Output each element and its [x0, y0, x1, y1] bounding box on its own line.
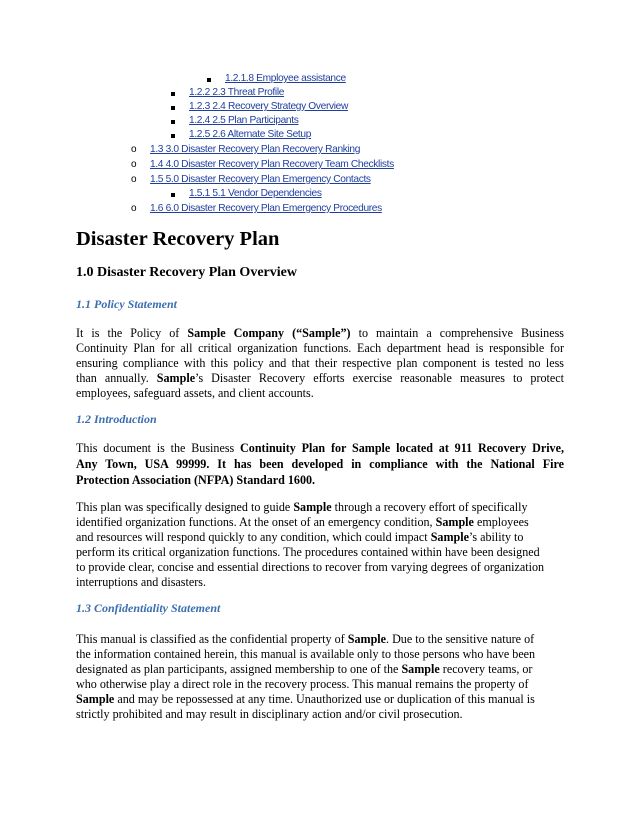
circle-bullet-icon: o	[131, 159, 137, 170]
toc-item[interactable]	[189, 86, 284, 100]
paragraph-line: interruptions and disasters.	[76, 575, 206, 589]
circle-bullet-icon: o	[131, 144, 137, 155]
toc-link[interactable]: 1.5 5.0 Disaster Recovery Plan Emergency Contacts	[150, 174, 371, 185]
paragraph-line: perform its critical organization functions. The procedures contained within have been designed	[76, 545, 540, 559]
paragraph-line: who otherwise play a direct role in the recovery process. This manual remains the property of	[76, 677, 529, 691]
paragraph-line: This manual is classified as the confidential property of Sample. Due to the sensitive nature of	[76, 632, 535, 646]
confidentiality-heading: 1.3 Confidentiality Statement	[76, 601, 221, 615]
toc-link[interactable]: 1.2.1.8 Employee assistance	[225, 73, 346, 84]
paragraph-line: identified organization functions. At the onset of an emergency condition, Sample employees	[76, 515, 529, 529]
toc-link[interactable]: 1.3 3.0 Disaster Recovery Plan Recovery Ranking	[150, 144, 361, 155]
introduction-heading: 1.2 Introduction	[76, 412, 157, 426]
paragraph-line: This plan was specifically designed to guide Sample through a recovery effort of specifically	[76, 500, 528, 514]
paragraph-line: Protection Association (NFPA) Standard 1600.	[76, 473, 316, 487]
paragraph-line: the information contained herein, this manual is available only to those persons who have been	[76, 647, 536, 661]
toc-link[interactable]: 1.2.2 2.3 Threat Profile	[189, 87, 285, 98]
toc-link[interactable]: 1.5.1 5.1 Vendor Dependencies	[189, 188, 322, 199]
toc-item[interactable]	[150, 202, 382, 216]
toc-item[interactable]	[189, 187, 322, 201]
section-title: 1.0 Disaster Recovery Plan Overview	[76, 265, 297, 280]
toc-item[interactable]	[189, 114, 298, 128]
policy-heading: 1.1 Policy Statement	[76, 297, 177, 311]
toc-link[interactable]: 1.2.4 2.5 Plan Participants	[189, 115, 299, 126]
square-bullet-icon	[171, 106, 175, 110]
circle-bullet-icon: o	[131, 203, 137, 214]
introduction-paragraph-2	[76, 500, 548, 590]
toc-item[interactable]	[150, 143, 360, 157]
paragraph-line: to provide clear, concise and essential directions to recover from varying degrees of organization	[76, 560, 545, 574]
square-bullet-icon	[171, 134, 175, 138]
introduction-paragraph-1	[76, 440, 564, 488]
square-bullet-icon	[171, 120, 175, 124]
paragraph-line: This document is the Business Continuity Plan for Sample located at 911 Recovery Drive,	[76, 441, 564, 455]
confidentiality-paragraph	[76, 632, 550, 722]
square-bullet-icon	[171, 92, 175, 96]
paragraph-line: strictly prohibited and may result in disciplinary action and/or civil prosecution.	[76, 707, 463, 721]
toc-item[interactable]	[225, 72, 386, 86]
paragraph-line: Sample and may be repossessed at any time. Unauthorized use or duplication of this manual is	[76, 692, 535, 706]
toc-item[interactable]	[189, 128, 311, 142]
paragraph-line: designated as plan participants, assigned membership to one of the Sample recovery teams, or	[76, 662, 533, 676]
circle-bullet-icon: o	[131, 174, 137, 185]
toc-item[interactable]	[189, 100, 348, 114]
paragraph-line: It is the Policy of Sample Company (“Sample”) to maintain a comprehensive Business	[76, 326, 564, 340]
square-bullet-icon	[207, 78, 211, 82]
paragraph-line: than annually. Sample’s Disaster Recovery efforts exercise reasonable measures to protect	[76, 371, 564, 385]
policy-paragraph	[76, 326, 564, 401]
paragraph-line: ensuring compliance with this policy and that their respective plan component is tested no less	[76, 356, 564, 370]
toc-item[interactable]	[150, 173, 371, 187]
square-bullet-icon	[171, 193, 175, 197]
toc-link[interactable]: 1.6 6.0 Disaster Recovery Plan Emergency Procedures	[150, 203, 382, 214]
paragraph-line: Any Town, USA 99999. It has been developed in compliance with the National Fire	[76, 457, 564, 471]
paragraph-line: and resources will respond quickly to any condition, which could impact Sample’s ability to	[76, 530, 524, 544]
toc-item[interactable]	[150, 158, 394, 172]
toc-link[interactable]: 1.4 4.0 Disaster Recovery Plan Recovery Team Checklists	[150, 159, 394, 170]
document-title: Disaster Recovery Plan	[76, 228, 280, 250]
toc-link[interactable]: 1.2.5 2.6 Alternate Site Setup	[189, 129, 312, 140]
toc-link[interactable]: 1.2.3 2.4 Recovery Strategy Overview	[189, 101, 348, 112]
paragraph-line: employees, safeguard assets, and client accounts.	[76, 386, 314, 400]
paragraph-line: Continuity Plan for all critical organization functions. Each department head is responsible for	[76, 341, 564, 355]
